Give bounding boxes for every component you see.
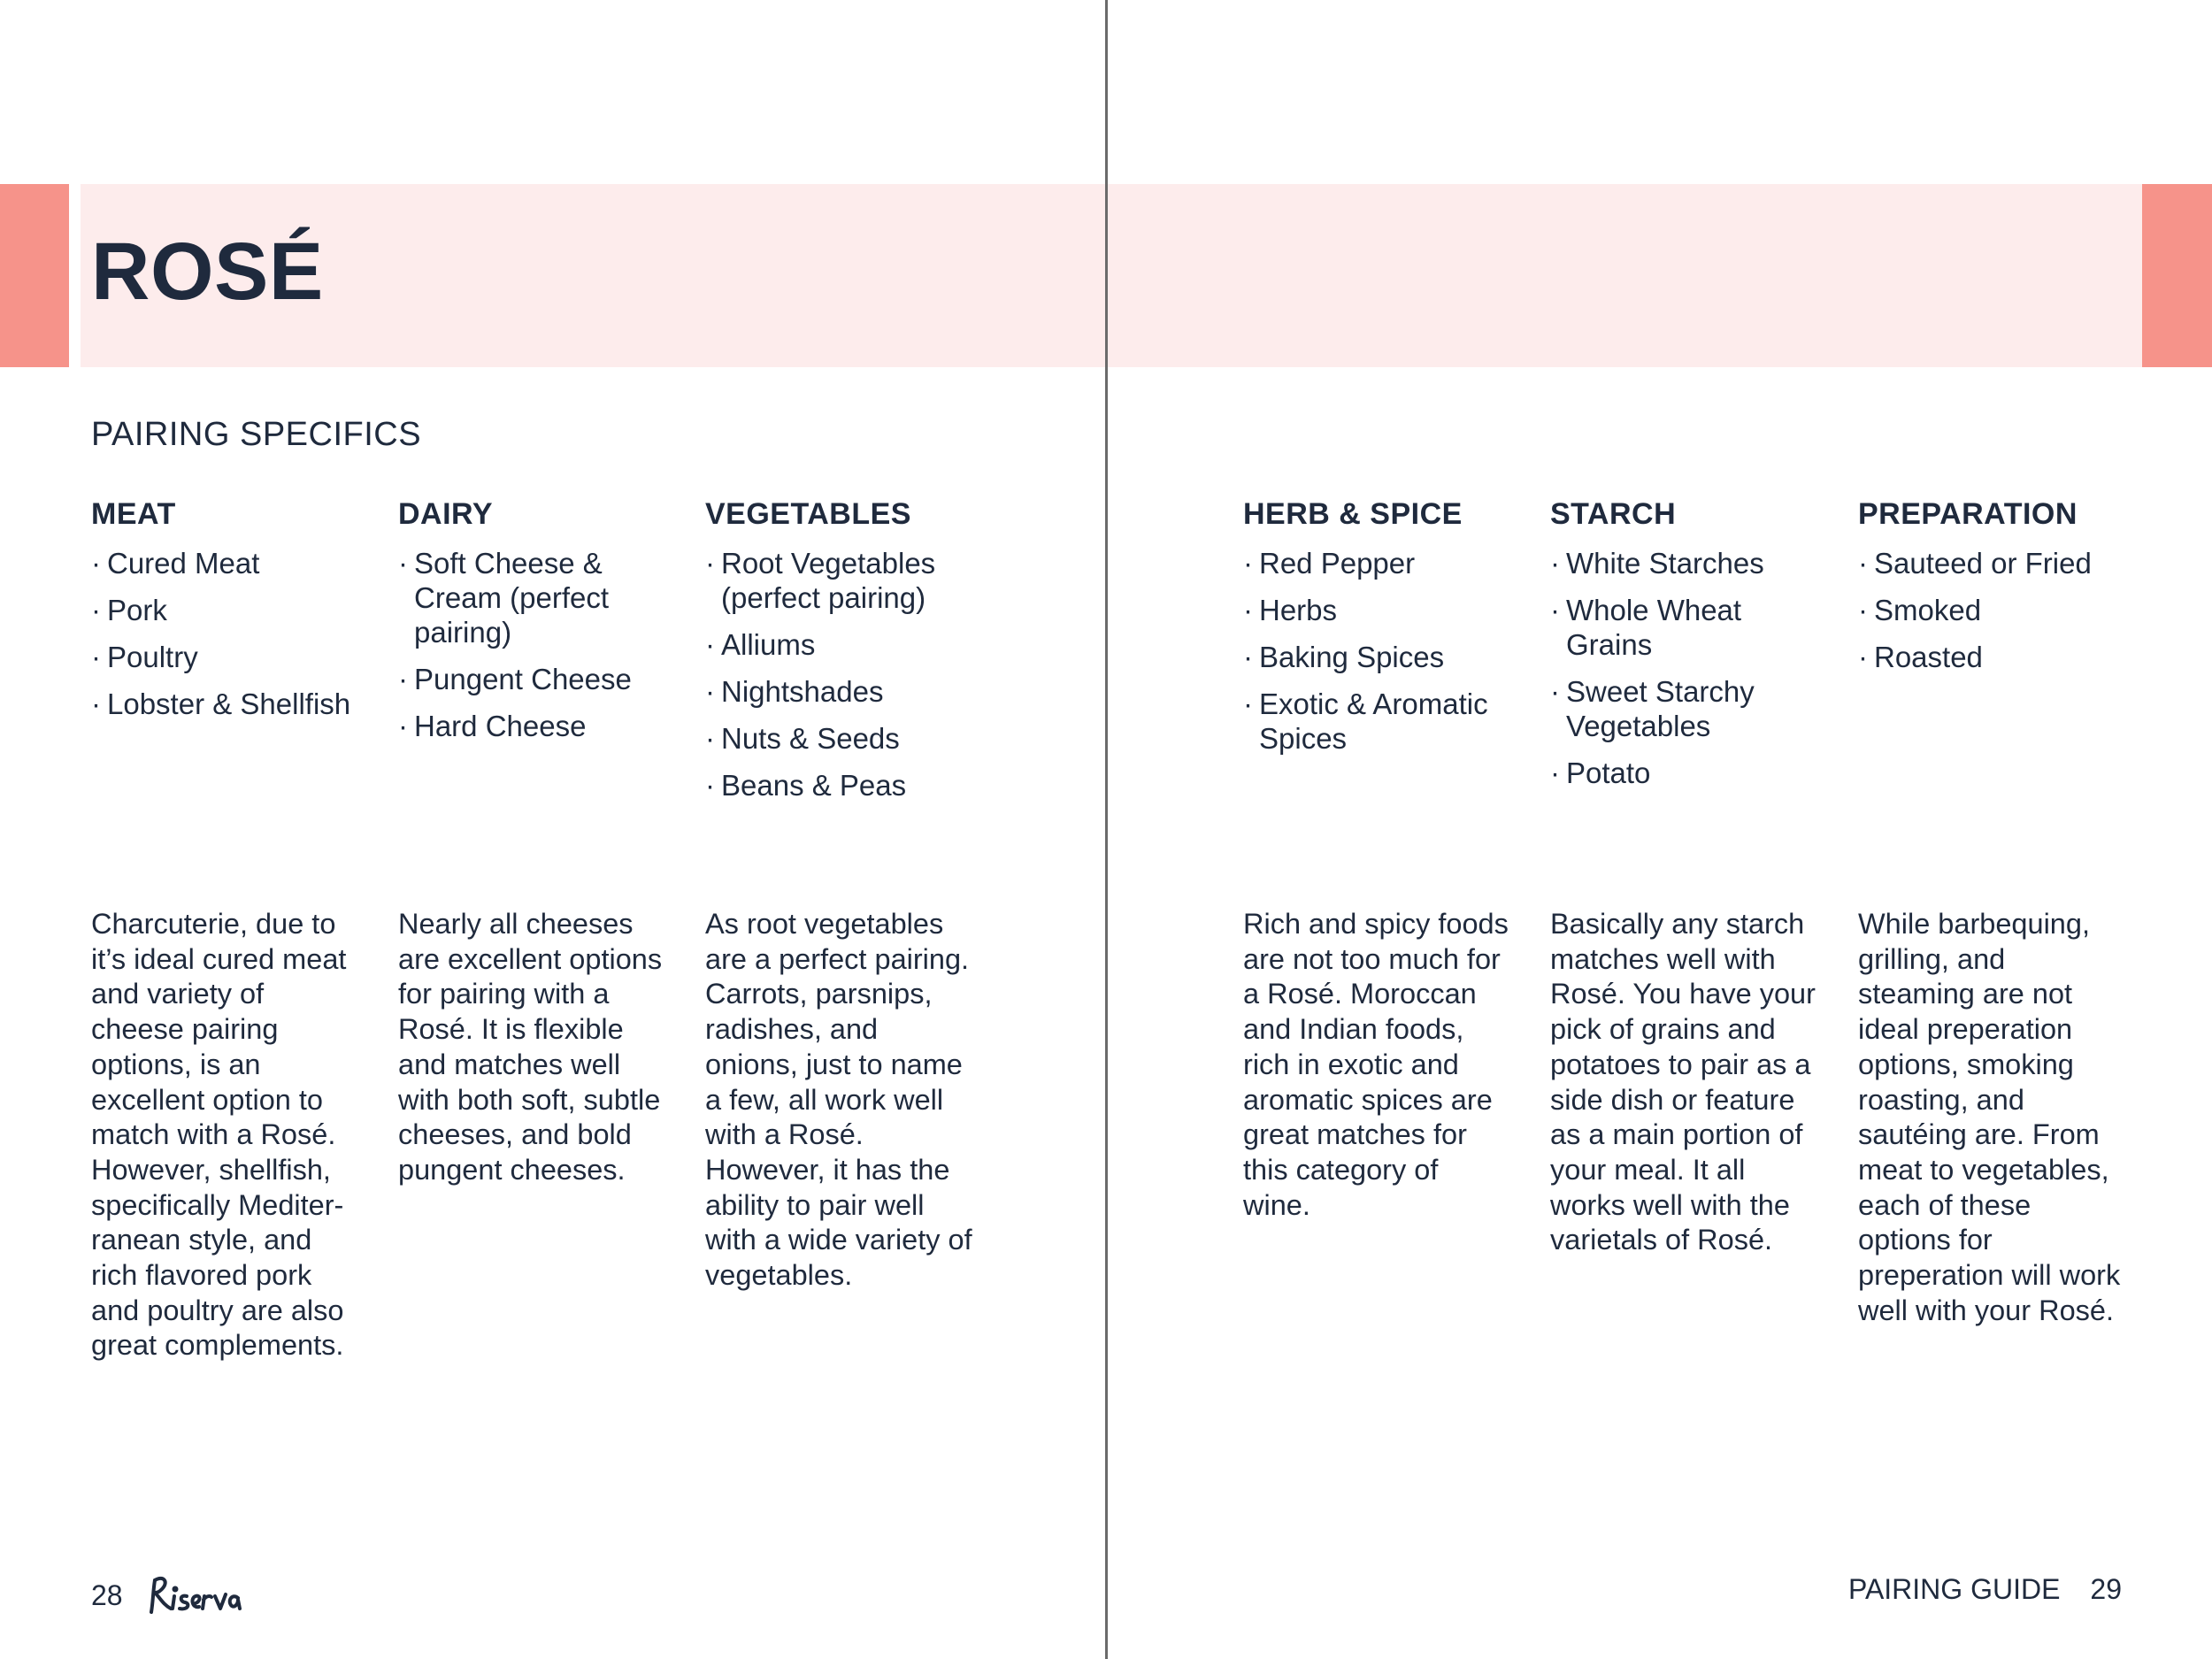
list-item: · Herbs (1243, 593, 1526, 627)
page-number-right: 29 (2090, 1573, 2122, 1605)
section-title: PAIRING SPECIFICS (91, 416, 422, 453)
column-heading: HERB & SPICE (1243, 497, 1463, 531)
accent-band-left (0, 184, 69, 367)
list-item: · Cured Meat (91, 546, 374, 580)
list-item: · Pork (91, 593, 374, 627)
column-herb-spice (1243, 497, 1526, 768)
column-meat (91, 497, 374, 733)
list-item: · Nightshades (705, 674, 988, 709)
page-number-left: 28 (91, 1578, 123, 1611)
footer-left (91, 1573, 245, 1617)
footer-right (1848, 1573, 2122, 1606)
page-spine-divider (1105, 0, 1108, 1659)
list-item: · Pungent Cheese (398, 662, 681, 696)
description-vegetables: As root vegetables are a perfect pairing. Carrots, parsnips, radishes, and onions, just to name a few, all work well with a Rosé. However, it has the ability to pair well with a wide variety of vegetables. (705, 908, 972, 1292)
pairing-list (1858, 546, 2141, 674)
riserva-logo (148, 1573, 245, 1617)
list-item: · Root Vegetables (perfect pairing) (705, 546, 960, 615)
column-heading: PREPARATION (1858, 497, 2078, 531)
pairing-list (705, 546, 988, 803)
pairing-list (91, 546, 374, 721)
list-item: · Sauteed or Fried (1858, 546, 2141, 580)
column-heading: MEAT (91, 497, 176, 531)
description-starch: Basically any starch matches well with Rosé. You have your pick of grains and potatoes to pair as a side dish or feature as a main portion of your meal. It all works well with the varietals of Rosé. (1550, 908, 1816, 1256)
list-item: · Sweet Starchy Vegetables (1550, 674, 1770, 743)
list-item: · Alliums (705, 627, 988, 662)
pairing-list (1550, 546, 1833, 790)
list-item: · Red Pepper (1243, 546, 1526, 580)
column-heading: STARCH (1550, 497, 1677, 531)
list-item: · Hard Cheese (398, 709, 681, 743)
list-item: · Poultry (91, 640, 374, 674)
list-item: · Smoked (1858, 593, 2141, 627)
description-dairy: Nearly all cheeses are excellent options for pairing with a Rosé. It is flexible and matches well with both soft, subtle cheeses, and bold pungent cheeses. (398, 908, 663, 1186)
title-band (81, 184, 2142, 367)
accent-band-right (2142, 184, 2212, 367)
list-item: · Nuts & Seeds (705, 721, 988, 756)
list-item: · Lobster & Shellfish (91, 687, 374, 721)
page-title: ROSÉ (91, 227, 324, 317)
column-preparation (1858, 497, 2141, 687)
list-item: · Exotic & Aromatic Spices (1243, 687, 1516, 756)
column-dairy (398, 497, 681, 756)
list-item: · Beans & Peas (705, 768, 988, 803)
pairing-list (398, 546, 681, 743)
list-item: · Roasted (1858, 640, 2141, 674)
description-meat: Charcuterie, due to it’s ideal cured meat and variety of cheese pairing options, is an excellent option to match with a Rosé. However, shellfish, specifically Mediter-ranean style, and rich flavored pork and poultry are also great complements. (91, 908, 347, 1362)
pairing-list (1243, 546, 1526, 756)
description-herb-spice: Rich and spicy foods are not too much for a Rosé. Moroccan and Indian foods, rich in exotic and aromatic spices are great matches for this category of wine. (1243, 908, 1509, 1221)
column-vegetables (705, 497, 988, 815)
column-heading: DAIRY (398, 497, 494, 531)
list-item: · Baking Spices (1243, 640, 1526, 674)
column-starch (1550, 497, 1833, 803)
list-item: · White Starches (1550, 546, 1833, 580)
description-preparation: While barbequing, grilling, and steaming are not ideal preperation options, smoking roasting, and sautéing are. From meat to vegetables, each of these options for preperation will work well with your Rosé. (1858, 908, 2121, 1326)
list-item: · Potato (1550, 756, 1833, 790)
column-heading: VEGETABLES (705, 497, 911, 531)
list-item: · Soft Cheese & Cream (perfect pairing) (398, 546, 618, 649)
running-footer-label: PAIRING GUIDE (1847, 1573, 2061, 1605)
list-item: · Whole Wheat Grains (1550, 593, 1761, 662)
